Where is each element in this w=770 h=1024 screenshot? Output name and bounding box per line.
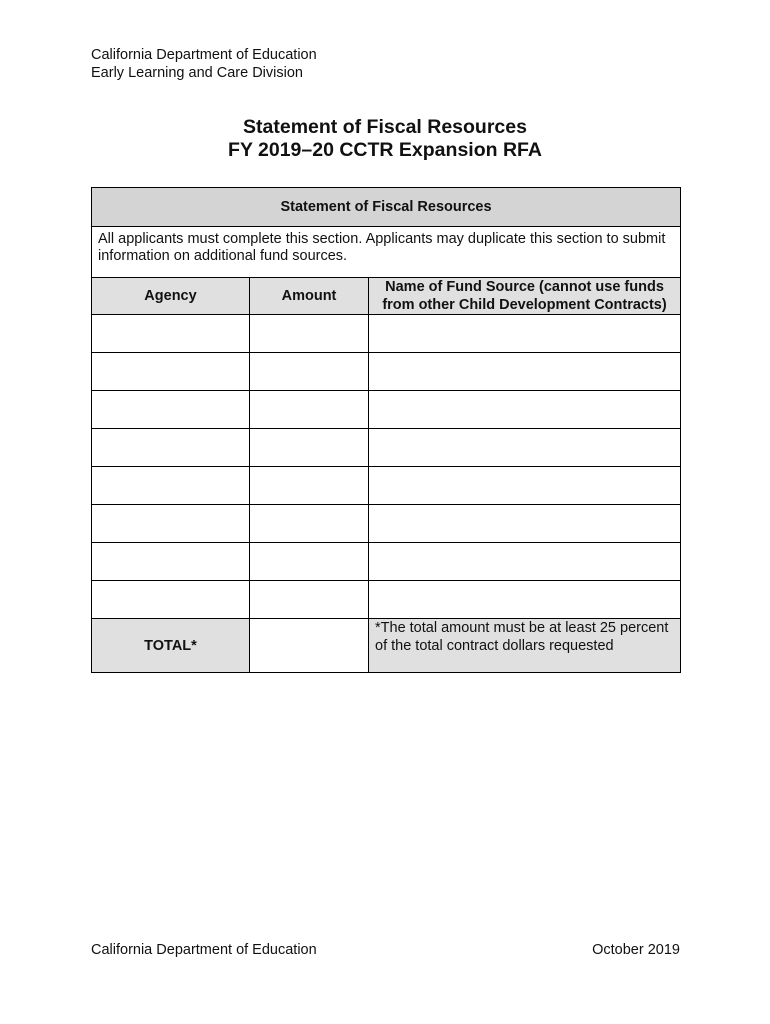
amount-cell[interactable] <box>250 353 369 391</box>
amount-cell[interactable] <box>250 467 369 505</box>
column-header-amount: Amount <box>250 278 369 315</box>
table-row <box>92 467 681 505</box>
fund-source-cell[interactable] <box>369 581 681 619</box>
table-row <box>92 391 681 429</box>
agency-cell[interactable] <box>92 429 250 467</box>
agency-cell[interactable] <box>92 315 250 353</box>
department-name: California Department of Education <box>91 47 317 63</box>
fund-source-cell[interactable] <box>369 353 681 391</box>
total-note: *The total amount must be at least 25 percent of the total contract dollars requested <box>369 619 681 673</box>
total-label: TOTAL* <box>92 619 250 673</box>
table-row <box>92 581 681 619</box>
fund-source-cell[interactable] <box>369 315 681 353</box>
footer-department: California Department of Education <box>91 942 317 958</box>
agency-cell[interactable] <box>92 581 250 619</box>
table-row <box>92 353 681 391</box>
table-row <box>92 505 681 543</box>
table-row <box>92 543 681 581</box>
fund-source-cell[interactable] <box>369 467 681 505</box>
division-name: Early Learning and Care Division <box>91 65 303 81</box>
amount-cell[interactable] <box>250 543 369 581</box>
fund-source-cell[interactable] <box>369 505 681 543</box>
amount-cell[interactable] <box>250 429 369 467</box>
table-row <box>92 315 681 353</box>
fiscal-resources-table <box>91 187 681 673</box>
amount-cell[interactable] <box>250 581 369 619</box>
agency-cell[interactable] <box>92 353 250 391</box>
table-row <box>92 429 681 467</box>
column-header-fund-source: Name of Fund Source (cannot use funds from other Child Development Contracts) <box>369 278 681 315</box>
agency-cell[interactable] <box>92 391 250 429</box>
amount-cell[interactable] <box>250 391 369 429</box>
agency-cell[interactable] <box>92 467 250 505</box>
page-header <box>91 46 317 82</box>
agency-cell[interactable] <box>92 543 250 581</box>
amount-cell[interactable] <box>250 315 369 353</box>
section-title: Statement of Fiscal Resources <box>92 188 681 227</box>
title-line-2: FY 2019–20 CCTR Expansion RFA <box>228 139 542 161</box>
page-title <box>0 116 770 162</box>
amount-cell[interactable] <box>250 505 369 543</box>
footer-date: October 2019 <box>592 942 680 958</box>
instructions-text: All applicants must complete this section. Applicants may duplicate this section to submit information on additional fund sources. <box>92 227 681 278</box>
fund-source-cell[interactable] <box>369 543 681 581</box>
agency-cell[interactable] <box>92 505 250 543</box>
column-header-agency: Agency <box>92 278 250 315</box>
total-amount-cell[interactable] <box>250 619 369 673</box>
fund-source-cell[interactable] <box>369 429 681 467</box>
title-line-1: Statement of Fiscal Resources <box>243 116 527 138</box>
fund-source-cell[interactable] <box>369 391 681 429</box>
